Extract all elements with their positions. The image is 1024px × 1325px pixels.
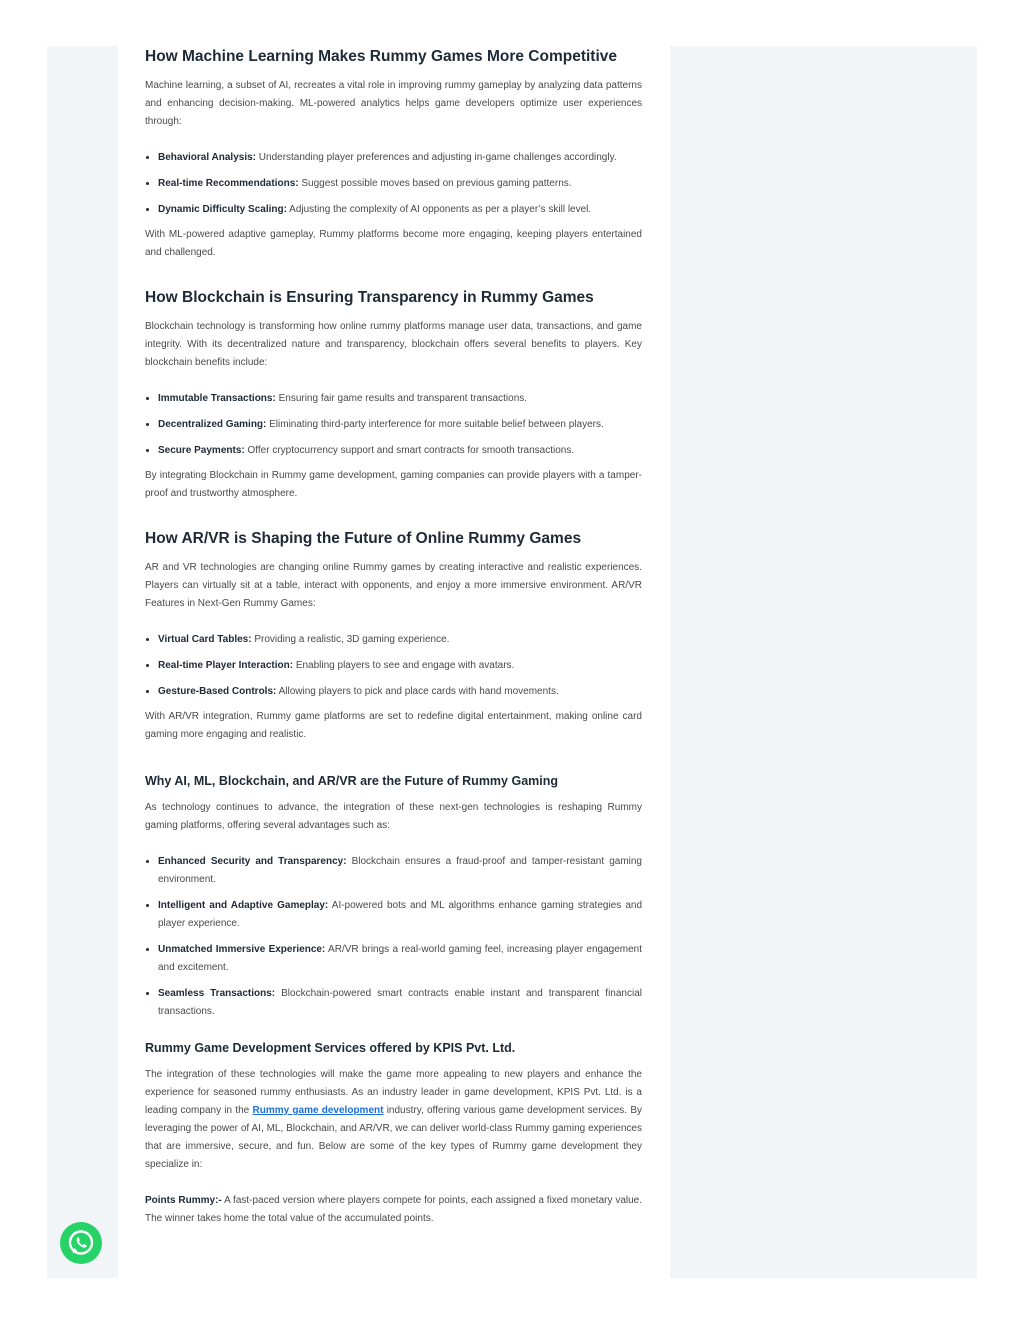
- list-item: • Seamless Transactions: Blockchain-powered smart contracts enable instant and transparent financial transactions.: [158, 984, 642, 1021]
- whatsapp-icon: [66, 1228, 96, 1258]
- list-item: • Real-time Player Interaction: Enabling players to see and engage with avatars.: [158, 656, 642, 675]
- rummy-game-development-link[interactable]: Rummy game development: [252, 1105, 384, 1116]
- arvr-features-list: [145, 630, 642, 701]
- section-intro-arvr: AR and VR technologies are changing online Rummy games by creating interactive and realistic experiences. Players can virtually sit at a table, interact with opponents, and enjoy a more immersive environment. AR/VR Features in Next-Gen Rummy Games:: [145, 562, 642, 609]
- whatsapp-button[interactable]: [60, 1222, 102, 1264]
- section-intro-blockchain: Blockchain technology is transforming how online rummy platforms manage user data, transactions, and game integrity. With its decentralized nature and transparency, blockchain offers several benefits to players. Key blockchain benefits include:: [145, 321, 642, 368]
- ml-benefits-list: [145, 148, 642, 219]
- list-item: • Real-time Recommendations: Suggest possible moves based on previous gaming patterns.: [158, 174, 642, 193]
- blockchain-benefits-list: [145, 389, 642, 460]
- section-heading-arvr: How AR/VR is Shaping the Future of Online Rummy Games: [145, 530, 582, 547]
- future-advantages-list: [145, 852, 642, 1021]
- list-item: • Enhanced Security and Transparency: Blockchain ensures a fraud-proof and tamper-resistant gaming environment.: [158, 852, 642, 889]
- section-heading-ml: How Machine Learning Makes Rummy Games More Competitive: [145, 48, 618, 65]
- list-item: • Virtual Card Tables: Providing a realistic, 3D gaming experience.: [158, 630, 642, 649]
- list-item: • Gesture-Based Controls: Allowing players to pick and place cards with hand movements.: [158, 682, 642, 701]
- section-intro-ml: Machine learning, a subset of AI, recreates a vital role in improving rummy gameplay by analyzing data patterns and enhancing decision-making. ML-powered analytics helps game developers optimize user experiences through:: [145, 80, 642, 127]
- section-heading-future: Why AI, ML, Blockchain, and AR/VR are the Future of Rummy Gaming: [145, 774, 559, 788]
- list-item: • Behavioral Analysis: Understanding player preferences and adjusting in-game challenges accordingly.: [158, 148, 642, 167]
- section-heading-blockchain: How Blockchain is Ensuring Transparency in Rummy Games: [145, 289, 594, 306]
- section-outro-arvr: With AR/VR integration, Rummy game platforms are set to redefine digital entertainment, making online card gaming more engaging and realistic.: [145, 711, 642, 740]
- list-item: • Immutable Transactions: Ensuring fair game results and transparent transactions.: [158, 389, 642, 408]
- list-item: • Intelligent and Adaptive Gameplay: AI-powered bots and ML algorithms enhance gaming strategies and player experience.: [158, 896, 642, 933]
- section-outro-blockchain: By integrating Blockchain in Rummy game development, gaming companies can provide players with a tamper-proof and trustworthy atmosphere.: [145, 470, 642, 499]
- list-item: • Dynamic Difficulty Scaling: Adjusting the complexity of AI opponents as per a player’s skill level.: [158, 200, 642, 219]
- services-heading: Rummy Game Development Services offered by KPIS Pvt. Ltd.: [145, 1041, 516, 1055]
- list-item: • Secure Payments: Offer cryptocurrency support and smart contracts for smooth transactions.: [158, 441, 642, 460]
- list-item: • Unmatched Immersive Experience: AR/VR brings a real-world gaming feel, increasing player engagement and excitement.: [158, 940, 642, 977]
- article-content: [145, 46, 642, 1228]
- section-outro-ml: With ML-powered adaptive gameplay, Rummy platforms become more engaging, keeping players entertained and challenged.: [145, 229, 642, 258]
- list-item: • Decentralized Gaming: Eliminating third-party interference for more suitable belief between players.: [158, 415, 642, 434]
- points-rummy-paragraph: Points Rummy:- A fast-paced version where players compete for points, each assigned a fixed monetary value. The winner takes home the total value of the accumulated points.: [145, 1195, 643, 1224]
- services-paragraph: The integration of these technologies will make the game more appealing to new players and enhance the experience for seasoned rummy enthusiasts. As an industry leader in game development, KPIS Pvt. Ltd. is a leading company in the Rummy game development industry, offering various game development services. By leveraging the power of AI, ML, Blockchain, and AR/VR, we can deliver world-class Rummy gaming experiences that are immersive, secure, and fun. Below are some of the key types of Rummy game development they specialize in:: [145, 1069, 642, 1170]
- section-intro-future: As technology continues to advance, the integration of these next-gen technologies is reshaping Rummy gaming platforms, offering several advantages such as:: [145, 802, 642, 831]
